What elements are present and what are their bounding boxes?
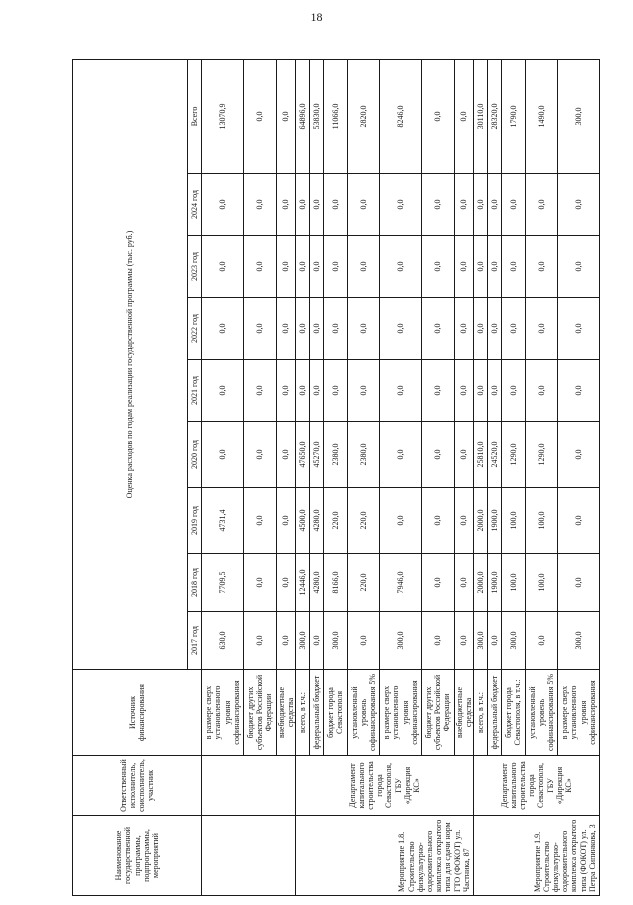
year-value-cell: 0,0	[243, 236, 276, 298]
year-value-cell: 300,0	[502, 612, 525, 670]
header-source: Источник финансирования	[73, 670, 202, 756]
year-value-cell: 0,0	[525, 612, 558, 670]
year-value-cell: 0,0	[488, 174, 502, 236]
year-value-cell: 300,0	[558, 612, 600, 670]
activity-name-cell	[202, 816, 296, 896]
year-value-cell: 0,0	[310, 612, 324, 670]
source-cell: бюджет других субъектов Российской Федерации	[243, 670, 276, 756]
total-cell: 2820,0	[347, 59, 380, 173]
year-value-cell: 0,0	[558, 488, 600, 554]
year-value-cell: 0,0	[243, 612, 276, 670]
source-cell: в размере сверх установленного уровня софинансирования	[558, 670, 600, 756]
year-value-cell: 0,0	[347, 236, 380, 298]
year-value-cell: 4731,4	[202, 488, 244, 554]
year-value-cell: 0,0	[276, 488, 295, 554]
source-cell: бюджет города Севастополя	[324, 670, 347, 756]
year-value-cell: 220,0	[347, 554, 380, 612]
year-value-cell: 2000,0	[473, 554, 487, 612]
header-year-2019: 2019 год	[188, 488, 202, 554]
year-value-cell: 300,0	[473, 612, 487, 670]
year-value-cell: 12446,0	[295, 554, 309, 612]
total-cell: 0,0	[243, 59, 276, 173]
total-cell: 64896,0	[295, 59, 309, 173]
header-responsible: Ответственный исполнитель, соисполнитель, участник	[73, 756, 202, 816]
year-value-cell: 0,0	[202, 422, 244, 488]
year-value-cell: 0,0	[558, 554, 600, 612]
source-cell: внебюджетные средства	[454, 670, 473, 756]
year-value-cell: 0,0	[295, 298, 309, 360]
year-value-cell: 0,0	[295, 174, 309, 236]
financing-table-sheet	[72, 60, 597, 896]
year-value-cell: 0,0	[276, 554, 295, 612]
year-value-cell: 0,0	[310, 174, 324, 236]
year-value-cell: 0,0	[421, 488, 454, 554]
header-year-2022: 2022 год	[188, 298, 202, 360]
year-value-cell: 4280,0	[310, 554, 324, 612]
responsible-cell	[202, 756, 296, 816]
year-value-cell: 1290,0	[525, 422, 558, 488]
year-value-cell: 0,0	[243, 360, 276, 422]
year-value-cell: 0,0	[525, 236, 558, 298]
source-cell: в размере сверх установленного уровня софинансирования	[380, 670, 422, 756]
year-value-cell: 0,0	[276, 174, 295, 236]
year-value-cell: 0,0	[202, 298, 244, 360]
year-value-cell: 45270,0	[310, 422, 324, 488]
year-value-cell: 0,0	[380, 422, 422, 488]
header-total: Всего	[188, 59, 202, 173]
year-value-cell: 0,0	[421, 360, 454, 422]
year-value-cell: 0,0	[324, 236, 347, 298]
year-value-cell: 7709,5	[202, 554, 244, 612]
year-value-cell: 2380,0	[324, 422, 347, 488]
header-year-2024: 2024 год	[188, 174, 202, 236]
year-value-cell: 0,0	[347, 612, 380, 670]
total-cell: 28320,0	[488, 59, 502, 173]
year-value-cell: 0,0	[310, 298, 324, 360]
total-cell: 1490,0	[525, 59, 558, 173]
year-value-cell: 0,0	[421, 422, 454, 488]
year-value-cell: 7946,0	[380, 554, 422, 612]
year-value-cell: 0,0	[473, 298, 487, 360]
year-value-cell: 100,0	[525, 488, 558, 554]
year-value-cell: 100,0	[502, 554, 525, 612]
year-value-cell: 0,0	[421, 612, 454, 670]
year-value-cell: 4280,0	[310, 488, 324, 554]
year-value-cell: 0,0	[421, 298, 454, 360]
source-cell: всего, в т.ч.:	[473, 670, 487, 756]
year-value-cell: 100,0	[502, 488, 525, 554]
total-cell: 30110,0	[473, 59, 487, 173]
year-value-cell: 0,0	[310, 236, 324, 298]
year-value-cell: 0,0	[324, 360, 347, 422]
source-cell: федеральный бюджет	[488, 670, 502, 756]
total-cell: 13070,9	[202, 59, 244, 173]
activity-name-cell: Мероприятие 1.9. Строительство физкультурно-оздоровительного комплекса открытого типа (ФОКОТ) ул. Петра Сипинкова, 3	[473, 816, 599, 896]
year-value-cell: 300,0	[324, 612, 347, 670]
year-value-cell: 630,0	[202, 612, 244, 670]
year-value-cell: 1290,0	[502, 422, 525, 488]
year-value-cell: 0,0	[454, 488, 473, 554]
year-value-cell: 0,0	[558, 236, 600, 298]
total-cell: 11066,0	[324, 59, 347, 173]
source-cell: внебюджетные средства	[276, 670, 295, 756]
year-value-cell: 0,0	[421, 174, 454, 236]
year-value-cell: 1900,0	[488, 488, 502, 554]
year-value-cell: 0,0	[525, 360, 558, 422]
year-value-cell: 0,0	[454, 174, 473, 236]
year-value-cell: 2000,0	[473, 488, 487, 554]
total-cell: 8246,0	[380, 59, 422, 173]
year-value-cell: 0,0	[502, 360, 525, 422]
header-year-2020: 2020 год	[188, 422, 202, 488]
year-value-cell: 0,0	[454, 360, 473, 422]
year-value-cell: 0,0	[502, 298, 525, 360]
year-value-cell: 0,0	[558, 360, 600, 422]
year-value-cell: 0,0	[276, 236, 295, 298]
year-value-cell: 0,0	[243, 554, 276, 612]
year-value-cell: 0,0	[558, 298, 600, 360]
year-value-cell: 0,0	[473, 174, 487, 236]
year-value-cell: 2380,0	[347, 422, 380, 488]
year-value-cell: 0,0	[202, 236, 244, 298]
total-cell: 0,0	[276, 59, 295, 173]
table-row	[295, 59, 309, 895]
year-value-cell: 0,0	[276, 360, 295, 422]
total-cell: 53830,0	[310, 59, 324, 173]
year-value-cell: 300,0	[380, 612, 422, 670]
header-year-2018: 2018 год	[188, 554, 202, 612]
year-value-cell: 0,0	[380, 236, 422, 298]
year-value-cell: 0,0	[454, 422, 473, 488]
source-cell: бюджет других субъектов Российской Федерации	[421, 670, 454, 756]
year-value-cell: 220,0	[324, 488, 347, 554]
year-value-cell: 0,0	[380, 174, 422, 236]
year-value-cell: 0,0	[347, 360, 380, 422]
year-value-cell: 0,0	[243, 298, 276, 360]
table-row	[473, 59, 487, 895]
year-value-cell: 0,0	[488, 360, 502, 422]
year-value-cell: 0,0	[324, 174, 347, 236]
year-value-cell: 0,0	[380, 298, 422, 360]
source-cell: федеральный бюджет	[310, 670, 324, 756]
total-cell: 1790,0	[502, 59, 525, 173]
year-value-cell: 0,0	[558, 422, 600, 488]
header-year-2021: 2021 год	[188, 360, 202, 422]
year-value-cell: 0,0	[421, 236, 454, 298]
responsible-cell: Департамент капитального строительства города Севастополя, ГБУ «Дирекция КС»	[473, 756, 599, 816]
year-value-cell: 300,0	[295, 612, 309, 670]
year-value-cell: 0,0	[276, 298, 295, 360]
year-value-cell: 0,0	[276, 612, 295, 670]
activity-name-cell: Мероприятие 1.8. Строительство физкультурно-оздоровительного комплекса открытого типа для сдачи норм ГТО (ФОКОТ) ул. Частника, 87	[295, 816, 473, 896]
source-cell: установленный уровень софинансирования 5%	[525, 670, 558, 756]
year-value-cell: 4500,0	[295, 488, 309, 554]
year-value-cell: 0,0	[525, 298, 558, 360]
source-cell: всего, в т.ч.:	[295, 670, 309, 756]
year-value-cell: 0,0	[488, 612, 502, 670]
year-value-cell: 0,0	[454, 236, 473, 298]
year-value-cell: 100,0	[525, 554, 558, 612]
source-cell: в размере сверх установленного уровня софинансирования	[202, 670, 244, 756]
year-value-cell: 0,0	[473, 236, 487, 298]
year-value-cell: 0,0	[380, 360, 422, 422]
year-value-cell: 24520,0	[488, 422, 502, 488]
page-number: 18	[310, 10, 323, 24]
year-value-cell: 0,0	[310, 360, 324, 422]
year-value-cell: 220,0	[347, 488, 380, 554]
financing-table	[72, 59, 600, 896]
year-value-cell: 0,0	[243, 422, 276, 488]
year-value-cell: 0,0	[488, 298, 502, 360]
year-value-cell: 0,0	[454, 298, 473, 360]
year-value-cell: 0,0	[473, 360, 487, 422]
year-value-cell: 0,0	[243, 174, 276, 236]
year-value-cell: 0,0	[295, 236, 309, 298]
year-value-cell: 0,0	[243, 488, 276, 554]
responsible-cell: Департамент капитального строительства города Севастополя, ГБУ «Дирекция КС»	[295, 756, 473, 816]
header-year-2023: 2023 год	[188, 236, 202, 298]
total-cell: 0,0	[421, 59, 454, 173]
total-cell: 300,0	[558, 59, 600, 173]
year-value-cell: 0,0	[454, 554, 473, 612]
year-value-cell: 0,0	[380, 488, 422, 554]
year-value-cell: 0,0	[202, 360, 244, 422]
year-value-cell: 0,0	[276, 422, 295, 488]
year-value-cell: 0,0	[454, 612, 473, 670]
year-value-cell: 0,0	[488, 236, 502, 298]
table-row	[202, 59, 244, 895]
year-value-cell: 0,0	[558, 174, 600, 236]
year-value-cell: 0,0	[324, 298, 347, 360]
year-value-cell: 0,0	[347, 298, 380, 360]
year-value-cell: 0,0	[421, 554, 454, 612]
header-name: Наименование государственной программы, подпрограммы, мероприятий	[73, 816, 202, 896]
year-value-cell: 25810,0	[473, 422, 487, 488]
year-value-cell: 8166,0	[324, 554, 347, 612]
year-value-cell: 0,0	[525, 174, 558, 236]
year-value-cell: 0,0	[502, 174, 525, 236]
header-year-2017: 2017 год	[188, 612, 202, 670]
year-value-cell: 47650,0	[295, 422, 309, 488]
year-value-cell: 1900,0	[488, 554, 502, 612]
year-value-cell: 0,0	[502, 236, 525, 298]
year-value-cell: 0,0	[295, 360, 309, 422]
table-body	[202, 59, 600, 895]
source-cell: установленный уровень софинансирования 5%	[347, 670, 380, 756]
header-estimate: Оценка расходов по годам реализации государственной программы (тыс. руб.)	[73, 59, 188, 669]
total-cell: 0,0	[454, 59, 473, 173]
source-cell: бюджет города Севастополя, в т.ч.:	[502, 670, 525, 756]
year-value-cell: 0,0	[347, 174, 380, 236]
year-value-cell: 0,0	[202, 174, 244, 236]
